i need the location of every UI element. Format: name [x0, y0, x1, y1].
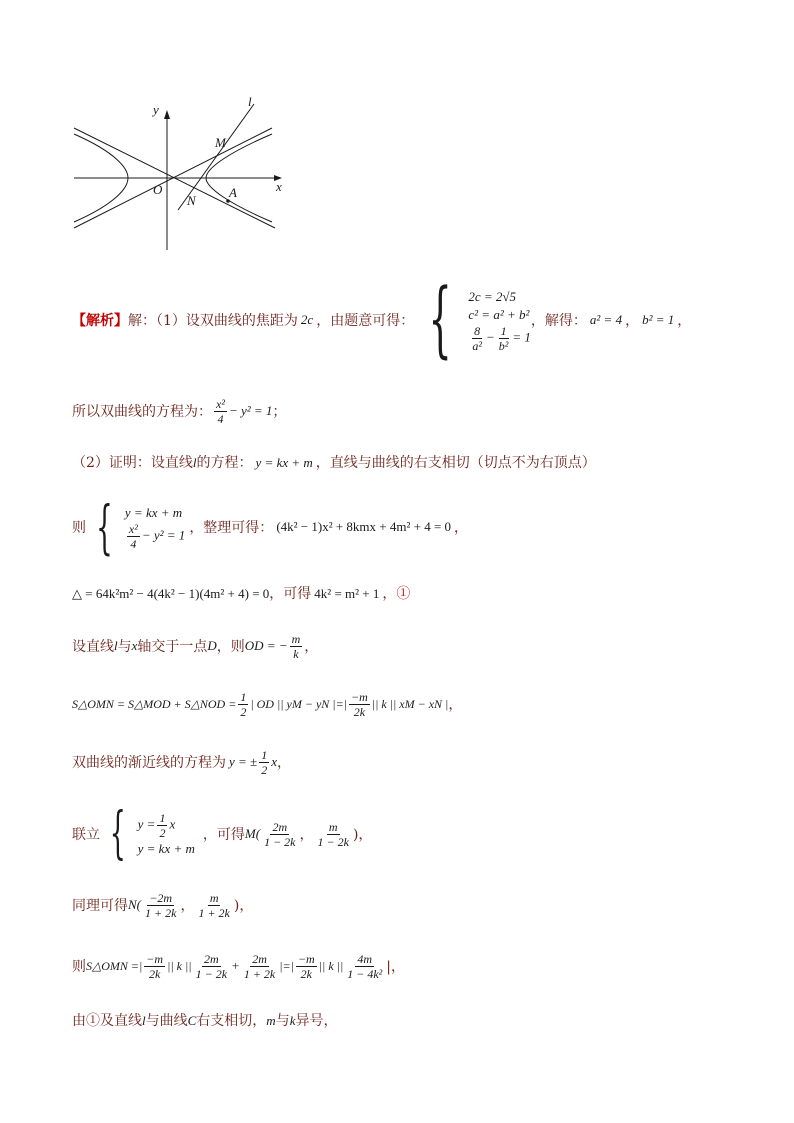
- num: −m: [297, 951, 315, 966]
- p1-sys-row-3: $\frac{8}{\text{a²}}$ − $\frac{1}{\text{b²}}$ = 1: [472, 323, 531, 353]
- p11-end: |，: [386, 959, 405, 975]
- p12-text-1: 由①及直线: [72, 1013, 142, 1029]
- p1-result-b: b² = 1: [642, 312, 675, 327]
- p1-text-1: 解：（1）设双曲线的焦距为: [128, 313, 298, 329]
- p1-result-a: a² = 4: [589, 312, 623, 327]
- p4-eq: (4k² − 1)x² + 8kmx + 4m² + 4 = 0: [276, 519, 452, 534]
- p6-eq: OD = −: [244, 638, 288, 653]
- den: a²: [472, 338, 482, 353]
- label-m: M: [215, 135, 226, 150]
- p4-row-2-tail: − y² = 1: [141, 526, 186, 542]
- den: k: [293, 646, 299, 661]
- p6-text-4: ，则: [216, 639, 245, 655]
- p10-frac-1: [143, 891, 178, 920]
- p4-text-1: 则: [72, 520, 86, 536]
- p5-eq: △ = 64k²m² − 4(4k² − 1)(4m² + 4) = 0: [72, 586, 270, 601]
- num: 2m: [252, 951, 267, 966]
- p5-eq2: 4k² = m² + 1: [314, 586, 380, 601]
- p2-end: ；: [272, 404, 287, 420]
- den: b²: [498, 338, 509, 353]
- p12-text-2: 与曲线: [145, 1013, 188, 1029]
- p3-text-1: （2）证明：设直线: [72, 455, 193, 471]
- p10-end: )，: [233, 898, 254, 914]
- p9-sep: ，: [299, 827, 314, 843]
- den: 1 + 2k: [243, 966, 276, 981]
- p6-frac: [290, 632, 303, 661]
- den: 2: [159, 825, 166, 840]
- area-expression: [72, 947, 405, 985]
- line-x-intercept: [72, 628, 318, 664]
- den: 4: [217, 411, 224, 426]
- num: 4m: [357, 951, 373, 966]
- p11-frac-2: [194, 952, 229, 981]
- num: 1: [261, 747, 268, 762]
- hyperbola-equation: [72, 391, 286, 431]
- p1-sys-row-1: 2c = 2√5: [468, 288, 517, 304]
- p5-circle-1: ①: [396, 586, 411, 602]
- p7-end: ，: [448, 697, 463, 713]
- p7-frac-1: [238, 690, 248, 719]
- p3-l: l: [192, 455, 197, 470]
- num: m: [328, 819, 338, 834]
- p11-m1: || k ||: [167, 958, 192, 973]
- label-x: x: [276, 179, 282, 194]
- p9-row-1-frac: [157, 811, 167, 840]
- p9-row-1: [138, 811, 195, 840]
- p11-frac-3: [242, 952, 277, 981]
- p10-n: N(: [128, 897, 141, 912]
- num: −m: [146, 951, 164, 966]
- p11-frac-1: [144, 952, 165, 981]
- den: 4: [130, 536, 137, 551]
- num: −m: [351, 689, 368, 704]
- analysis-tag: 【解析】: [72, 313, 128, 329]
- p11-lhs: S△OMN =|: [86, 958, 143, 973]
- sign-conclusion: [72, 1010, 337, 1030]
- p6-end: ，: [304, 639, 319, 655]
- p9-brace: {: [109, 801, 126, 866]
- num: 2m: [272, 819, 288, 834]
- y-axis-arrow: [164, 110, 170, 119]
- p7-mid: | OD || yM − yN |=|: [250, 696, 347, 711]
- p9-end: )，: [352, 827, 373, 843]
- den: 1 + 2k: [145, 905, 177, 920]
- num: 8: [474, 323, 481, 338]
- p12-l: l: [142, 1013, 146, 1028]
- p11-text: 则: [72, 959, 86, 975]
- p1-text-4: ，: [625, 313, 640, 329]
- p10-frac-2: [196, 891, 231, 920]
- intersection-n: [72, 886, 253, 924]
- p7-lhs: S△OMN = S△MOD + S△NOD =: [72, 696, 237, 711]
- p8-text: 双曲线的渐近线的方程为: [72, 755, 226, 771]
- asymptote-equation: [72, 744, 291, 780]
- area-formula: [72, 686, 462, 722]
- label-n: N: [187, 193, 196, 208]
- p9-row-1-a: y =: [137, 815, 156, 831]
- p11-frac-5: [345, 952, 384, 981]
- label-y: y: [153, 102, 159, 117]
- system-substitution: [72, 493, 469, 561]
- p9-frac-2: [316, 820, 351, 849]
- p6-l: l: [114, 638, 118, 653]
- num: m: [209, 890, 219, 905]
- p5-text-1: ，可得: [269, 586, 312, 602]
- p12-c: C: [187, 1013, 197, 1028]
- p1-math-2c: 2c: [300, 312, 314, 327]
- p4-system-rows: [125, 504, 185, 551]
- p10-text: 同理可得: [72, 898, 128, 914]
- p1-frac-1b: [497, 324, 511, 353]
- den: 2k: [149, 966, 161, 981]
- p9-system-rows: [138, 811, 195, 858]
- num: 1: [500, 323, 507, 338]
- p3-text-2: 的方程：: [196, 455, 253, 471]
- num: x²: [216, 396, 225, 411]
- p9-text-1: 联立: [72, 827, 100, 843]
- p12-text-5: 异号，: [295, 1013, 338, 1029]
- den: 1 − 2k: [317, 834, 349, 849]
- p1-text-3: ，解得：: [530, 313, 587, 329]
- p4-system: [86, 493, 186, 561]
- den: 1 − 2k: [195, 966, 228, 981]
- p10-sep: ，: [180, 898, 195, 914]
- p12-m: m: [266, 1013, 276, 1028]
- p4-text-2: ，整理可得：: [189, 520, 274, 536]
- den: 2: [240, 704, 247, 719]
- p1-system-rows: [468, 288, 531, 353]
- p6-text-1: 设直线: [72, 639, 114, 655]
- p4-row-1: y = kx + m: [124, 504, 183, 520]
- p5-text-2: ，: [382, 586, 397, 602]
- p1-sys-row-3-tail: = 1: [512, 328, 531, 344]
- p11-frac-4: [296, 952, 317, 981]
- p4-frac: [127, 522, 140, 551]
- num: m: [291, 631, 301, 646]
- num: 2m: [203, 951, 219, 966]
- p6-x: x: [131, 638, 138, 653]
- p9-row-1-b: x: [169, 815, 176, 831]
- p9-system: [100, 801, 195, 866]
- p9-m: M(: [244, 826, 261, 841]
- p1-text-2: ，由题意可得：: [316, 313, 415, 329]
- den: 2k: [300, 966, 312, 981]
- p2-text: 所以双曲线的方程为：: [72, 404, 212, 420]
- p1-sys-row-2: c² = a² + b²: [468, 306, 530, 322]
- p8-x: x: [271, 754, 277, 769]
- p4-brace: {: [96, 493, 113, 561]
- p2-tail: − y² = 1: [228, 403, 273, 418]
- num: −2m: [149, 890, 173, 905]
- p11-m2: |=|: [279, 958, 294, 973]
- p4-end: ，: [454, 520, 469, 536]
- p6-text-3: 轴交于一点: [137, 639, 208, 655]
- intersection-m: [72, 801, 373, 866]
- p4-row-2: [125, 522, 185, 551]
- num: 1: [240, 689, 247, 704]
- p1-frac-8a: [470, 324, 484, 353]
- p11-m3: || k ||: [318, 958, 344, 973]
- p3-eq: y = kx + m: [255, 455, 313, 470]
- p11-plus: +: [231, 958, 240, 973]
- part2-setup: [72, 452, 596, 472]
- den: 2: [261, 762, 268, 777]
- den: 1 − 4k²: [347, 966, 383, 981]
- p12-text-3: 右支相切，: [196, 1013, 267, 1029]
- p8-end: ，: [276, 755, 291, 771]
- p6-d: D: [207, 638, 217, 653]
- p12-text-4: 与: [275, 1013, 290, 1029]
- p8-eq: y = ±: [229, 754, 258, 769]
- p2-frac: [214, 397, 227, 426]
- p12-k: k: [289, 1013, 296, 1028]
- p3-text-3: ，直线与曲线的右支相切（切点不为右顶点）: [315, 455, 596, 471]
- p8-frac: [259, 748, 269, 777]
- p6-text-2: 与: [117, 639, 132, 655]
- num: x²: [128, 521, 138, 536]
- solution-part1: [72, 272, 691, 368]
- p7-frac-2: [349, 690, 370, 719]
- p7-tail: || k || xM − xN |: [371, 696, 449, 711]
- label-a: A: [229, 185, 237, 200]
- label-l: l: [248, 94, 252, 109]
- den: 2k: [353, 704, 366, 719]
- den: 1 − 2k: [264, 834, 296, 849]
- p9-text-2: ，可得: [202, 827, 245, 843]
- hyperbola-figure: [60, 90, 300, 255]
- p9-frac-1: [262, 820, 297, 849]
- label-o: O: [153, 182, 163, 197]
- p1-text-5: ，: [677, 313, 692, 329]
- p9-row-2: y = kx + m: [137, 840, 195, 856]
- num: 1: [159, 810, 166, 825]
- discriminant: [72, 583, 410, 603]
- p1-system: [414, 272, 531, 367]
- den: 1 + 2k: [198, 905, 230, 920]
- p1-brace: {: [428, 272, 453, 367]
